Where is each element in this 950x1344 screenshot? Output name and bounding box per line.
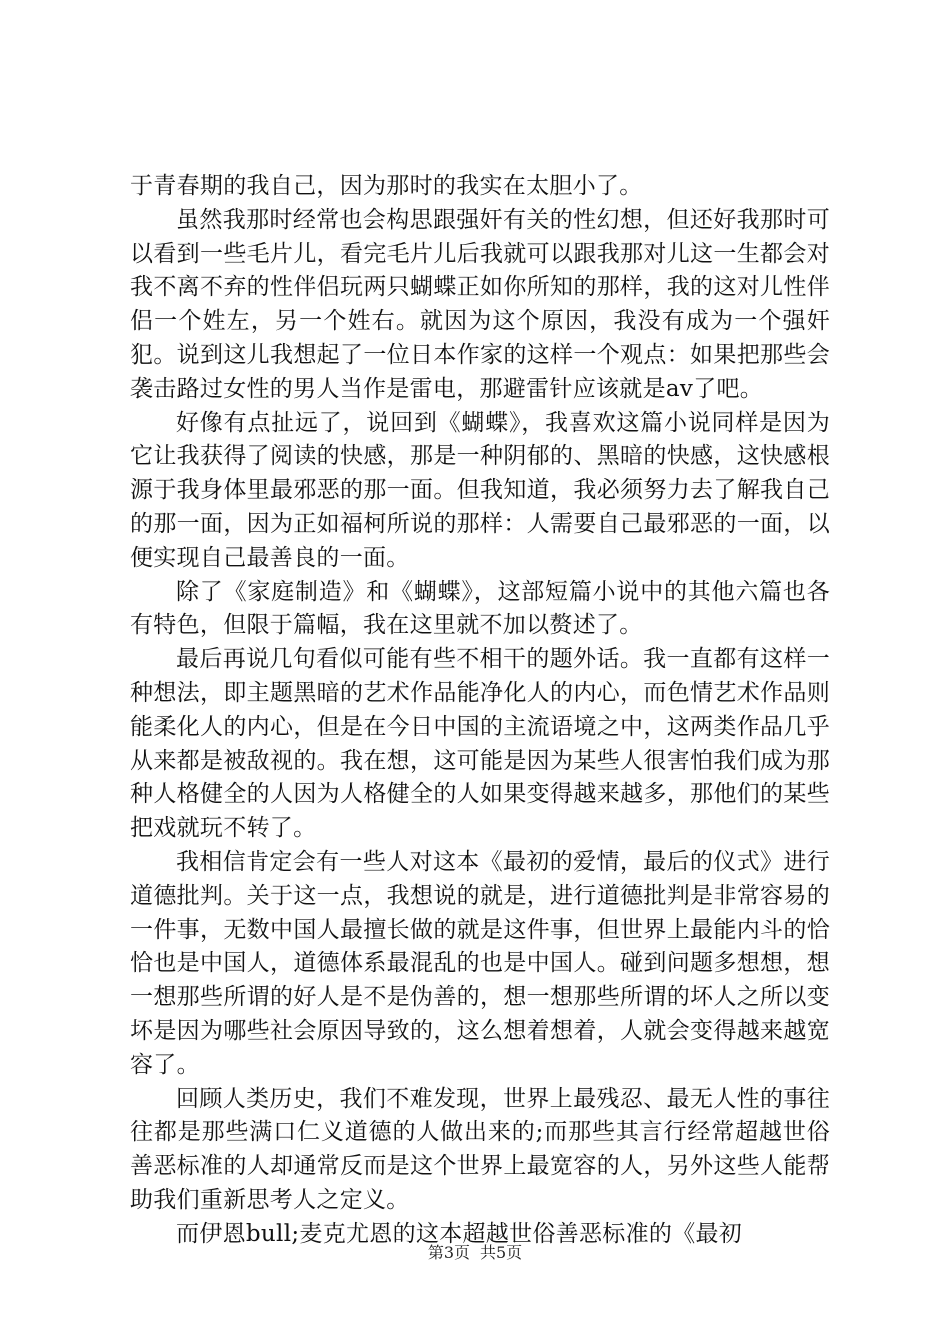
paragraph-continuation: 于青春期的我自己，因为那时的我实在太胆小了。 <box>130 173 643 199</box>
paragraph: 回顾人类历史，我们不难发现，世界上最残忍、最无人性的事往往都是那些满口仁义道德的人做出来的;而那些其言行经常超越世俗善恶标准的人却通常反而是这个世界上最宽容的人，另外这些人能帮助我们重新思考人之定义。 <box>130 1085 830 1213</box>
paragraph: 除了《家庭制造》和《蝴蝶》，这部短篇小说中的其他六篇也各有特色，但限于篇幅，我在这里就不加以赘述了。 <box>130 578 830 639</box>
paragraph: 我相信肯定会有一些人对这本《最初的爱情，最后的仪式》进行道德批判。关于这一点，我想说的就是，进行道德批判是非常容易的一件事，无数中国人最擅长做的就是这件事，但世界上最能内斗的恰恰也是中国人，道德体系最混乱的也是中国人。碰到问题多想想，想一想那些所谓的好人是不是伪善的，想一想那些所谓的坏人之所以变坏是因为哪些社会原因导致的，这么想着想着，人就会变得越来越宽容了。 <box>130 848 830 1078</box>
document-body <box>130 170 830 1252</box>
paragraph: 好像有点扯远了，说回到《蝴蝶》，我喜欢这篇小说同样是因为它让我获得了阅读的快感，那是一种阴郁的、黑暗的快感，这快感根源于我身体里最邪恶的那一面。但我知道，我必须努力去了解我自己的那一面，因为正如福柯所说的那样：人需要自己最邪恶的一面，以便实现自己最善良的一面。 <box>130 409 830 571</box>
page-number: 第3页 <box>427 1243 470 1262</box>
paragraph: 而伊恩bull;麦克尤恩的这本超越世俗善恶标准的《最初 <box>176 1220 743 1247</box>
paragraph: 虽然我那时经常也会构思跟强奸有关的性幻想，但还好我那时可以看到一些毛片儿，看完毛片儿后我就可以跟我那对儿这一生都会对我不离不弃的性伴侣玩两只蝴蝶正如你所知的那样，我的这对儿性伴侣一个姓左，另一个姓右。就因为这个原因，我没有成为一个强奸犯。说到这儿我想起了一位日本作家的这样一个观点：如果把那些会袭击路过女性的男人当作是雷电，那避雷针应该就是av了吧。 <box>130 206 830 402</box>
page-footer <box>0 1243 950 1263</box>
page-total: 共5页 <box>480 1243 523 1262</box>
paragraph: 最后再说几句看似可能有些不相干的题外话。我一直都有这样一种想法，即主题黑暗的艺术作品能净化人的内心，而色情艺术作品则能柔化人的内心，但是在今日中国的主流语境之中，这两类作品几乎从来都是被敌视的。我在想，这可能是因为某些人很害怕我们成为那种人格健全的人因为人格健全的人如果变得越来越多，那他们的某些把戏就玩不转了。 <box>130 646 830 842</box>
